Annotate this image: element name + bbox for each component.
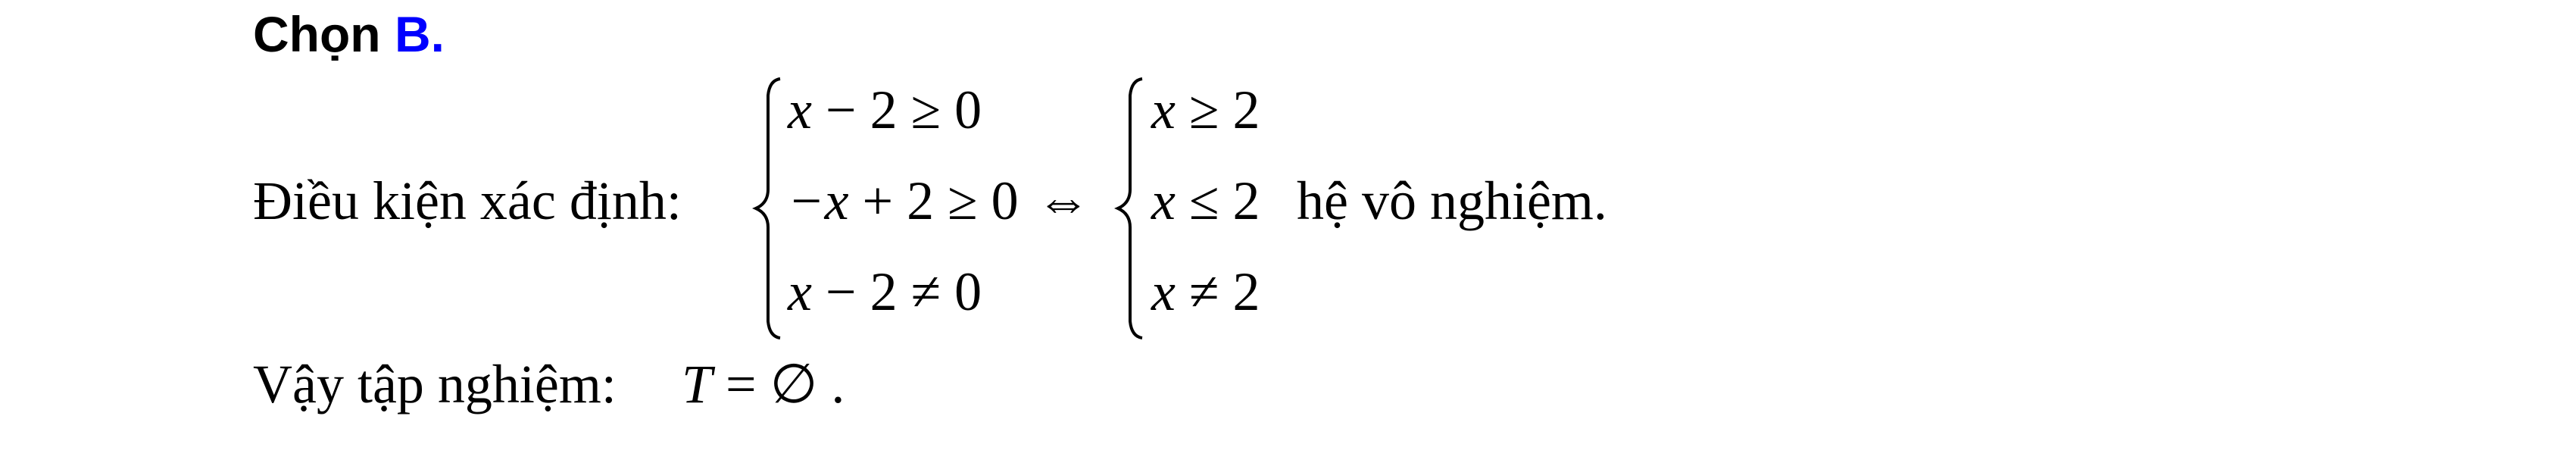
equivalence-symbol: ⇔ — [1036, 170, 1091, 231]
answer-heading — [253, 2, 445, 67]
system-right-row-3: x ≠ 2 — [1151, 261, 1260, 322]
right-brace-icon — [1113, 76, 1145, 341]
system-left-row-3: x − 2 ≠ 0 — [788, 261, 982, 322]
solution-set: T = ∅ . — [682, 354, 845, 415]
condition-label: Điều kiện xác định: — [253, 170, 682, 231]
system-left-row-2: −x + 2 ≥ 0 — [788, 170, 1019, 231]
system-right-row-1: x ≥ 2 — [1151, 80, 1260, 140]
system-left-row-1: x − 2 ≥ 0 — [788, 80, 982, 140]
answer-choice: B. — [394, 6, 445, 62]
choose-label: Chọn — [253, 6, 381, 62]
left-brace-icon — [751, 76, 783, 341]
system-right-row-2: x ≤ 2 — [1151, 170, 1260, 231]
solution-label: Vậy tập nghiệm: — [253, 354, 617, 415]
conclusion-text: hệ vô nghiệm. — [1297, 170, 1607, 231]
